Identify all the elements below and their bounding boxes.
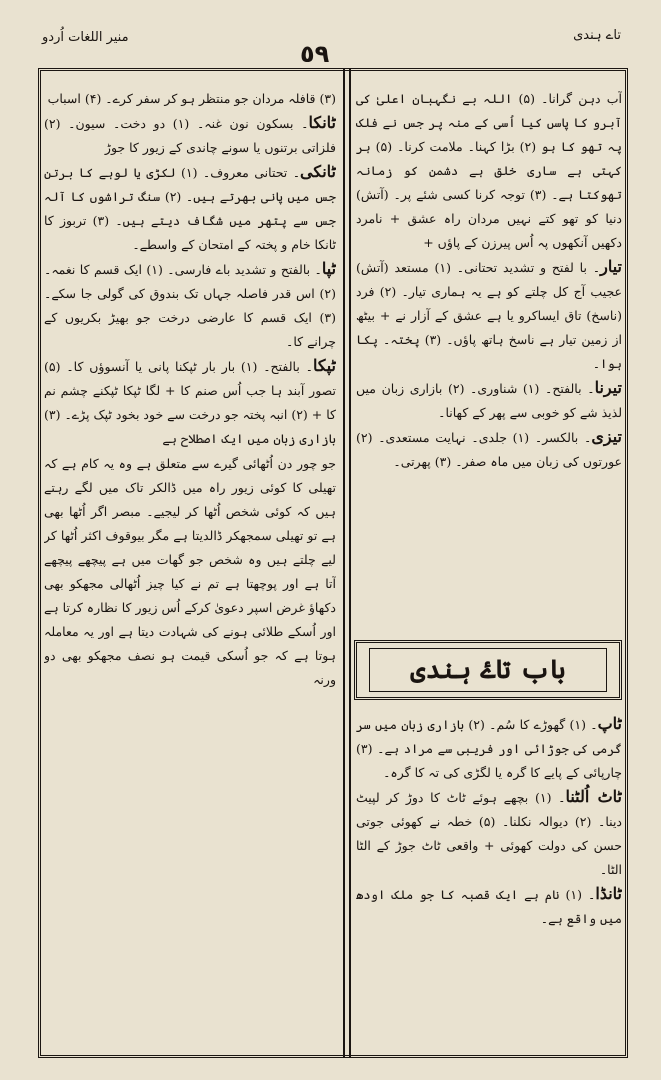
entry: ٹانکی۔ تحتانی معروف۔ (۱) لکڑی یا لوہے کا برتن جس میں پانی بھرتے ہیں۔ (۲) سنگ تراشوں کا آلہ جس سے پتھر میں شگاف دیتے ہیں۔ (۳) تربوز کا ٹانکا خام و پختہ کے امتحان کے واسطے۔ bbox=[44, 162, 336, 252]
entry-headword: ٹپکا bbox=[313, 356, 336, 375]
page-header bbox=[0, 6, 661, 68]
entry bbox=[44, 86, 336, 111]
entry-text: بالفتح و تشدید باے فارسی۔ (۱) ایک قسم کا نغمہ۔ (۲) اس قدر فاصلہ جہاں تک بندوق کی گولی جا سکے۔ (۳) ایک قسم کا عارضی درخت جو بھیڑ بکریوں کے چرانے کا۔ bbox=[44, 262, 336, 349]
entry-headword: تیار bbox=[600, 257, 622, 276]
entry: ٹانکا۔ بسکون نون غنہ۔ (۱) دو دخت۔ سیون۔ (۲) فلزاتی برتنوں یا سونے چاندی کے زیور کا جوڑ bbox=[44, 113, 336, 155]
entry: ٹاٹ اُلٹنا۔ (۱) بچھے ہوئے ٹاٹ کا دوڑ کر لپیٹ دینا۔ (۲) دیوالہ نکلنا۔ (۵) خطہ نے کھوئی جوتی حسن کی دولت کھوئی + واقعی ٹاٹ جوڑ کے الٹا الٹا۔ bbox=[356, 787, 622, 877]
entry-text: بسکون نون غنہ۔ (۱) دو دخت۔ سیون۔ (۲) فلزاتی برتنوں یا سونے چاندی کے زیور کا جوڑ bbox=[44, 116, 336, 155]
entry-text: بالکسر۔ (۱) جلدی۔ نہایت مستعدی۔ (۲) عورتوں کی زبان میں ماہ صفر۔ (۳) پھرتی۔ bbox=[356, 430, 622, 469]
entry bbox=[356, 86, 622, 255]
entry: ٹانڈا۔ (۱) نام ہے ایک قصبہ کا جو ملک اودھ میں واقع ہے۔ bbox=[356, 884, 622, 926]
book-title: منیر اللغات اُردو bbox=[42, 30, 129, 45]
entry-text: (۱) نام ہے ایک قصبہ کا جو ملک اودھ میں واقع ہے۔ bbox=[356, 887, 622, 926]
entry: تیرنا۔ بالفتح۔ (۱) شناوری۔ (۲) بازاری زبان میں لذیذ شے کو خوبی سے پھر کے کھانا۔ bbox=[356, 378, 622, 420]
entry: تیار۔ با لفتح و تشدید تحتانی۔ (۱) مستعد (آتش) عجیب آج کل چلتے کو ہے یہ ہماری تیار۔ (۲) فرد (ناسخ) تاق ایساکرو یا ہے عشق کے آزار نے + بیٹھ از زمین تیار ہے ناسخ ہاتھ پاؤں۔ (۳) پختہ۔ پکا ہوا۔ bbox=[356, 257, 622, 371]
page-number: ٥٩ bbox=[300, 40, 330, 68]
entry-text: جو چور دن اُٹھائی گیرے سے متعلق ہے وہ یہ کام ہے کہ تھیلی کا کوئی زیور راہ میں ڈالکر تاک میں لگے رہتے ہیں کہ کوئی شخص اُٹھا کر لیجیے۔ مبصر اگر اُٹھا بھی ہے تو تھیلی سمجھکر ڈالدیتا ہے مگر بیوقوف اکثر اُٹھا کر لیے چلتے ہیں وہ شخص جو گھات میں ہے پیچھے پیچھے آتا ہے اور پوچھتا ہے تم نے کیا چیز اُٹھالی مجھکو بھی دکھاؤ غرض اسپر دعویٰ کرکے اُس زیور کا نظارہ کرتا ہے اور اُسکے طلائی ہونے کی شہادت دیتا ہے اور یہ معاملہ ہوتا ہے کہ جو اُسکی قیمت ہو نصف مجھکو بھی دو ورنہ bbox=[44, 456, 336, 687]
section-banner bbox=[354, 640, 622, 700]
entry-text: (۳) قافلہ مردان جو منتظر ہو کر سفر کرے۔ (۴) اسباب bbox=[47, 91, 336, 106]
entry-text: تحتانی معروف۔ (۱) لکڑی یا لوہے کا برتن جس میں پانی بھرتے ہیں۔ (۲) سنگ تراشوں کا آلہ جس سے پتھر میں شگاف دیتے ہیں۔ (۳) تربوز کا ٹانکا خام و پختہ کے امتحان کے واسطے۔ bbox=[44, 165, 336, 252]
entry-text: آب دہن گرانا۔ (۵) اللہ بے نگہبان اعلیٰ کی آبرو کا پاسں کیا اُسی کے منہ پر جس نے فلک پہ تھو کا ہو (۲) بڑا کہنا۔ ملامت کرنا۔ (۵) ہر کہتی ہے ساری خلق ہے دشمن کو زمانہ تھوکتا ہے۔ (۳) توجہ کرنا کسی شئے پر۔ (آتش) دنیا کو تھو کتے نہیں مردان راہ عشق + نامرد دکھیں آنکھوں پہ اُس پیرزن کے پاؤں + bbox=[356, 91, 622, 250]
section-banner-title: باب تاۓ ہندی bbox=[369, 648, 607, 692]
section-title: تاے ہندی bbox=[573, 28, 621, 43]
entry-text: بالفتح۔ (۱) شناوری۔ (۲) بازاری زبان میں لذیذ شے کو خوبی سے پھر کے کھانا۔ bbox=[356, 381, 622, 420]
right-column-top bbox=[356, 86, 622, 631]
entry-text: بالفتح۔ (۱) بار بار ٹپکنا پانی یا آنسوؤں کا۔ (۵) تصور آبند ہا جب اُس صنم کا + لگا ٹپکا ٹپکنے چشم نم کا + (۲) انبہ پختہ جو درخت سے خود بخود ٹپک پڑے۔ (۳) بازاری زبان میں ایک اصطلاح ہے bbox=[44, 359, 336, 446]
entry-headword: ٹانکی bbox=[300, 162, 336, 181]
right-column-bottom bbox=[356, 712, 622, 1052]
left-column bbox=[44, 86, 336, 1046]
entry: ٹپا۔ بالفتح و تشدید باے فارسی۔ (۱) ایک قسم کا نغمہ۔ (۲) اس قدر فاصلہ جہاں تک بندوق کی گولی جا سکے۔ (۳) ایک قسم کا عارضی درخت جو بھیڑ بکریوں کے چرانے کا۔ bbox=[44, 259, 336, 349]
entry-headword: ٹانڈا bbox=[595, 884, 622, 903]
entry-headword: ٹپا bbox=[321, 259, 336, 278]
entry-headword: تیرنا bbox=[594, 378, 622, 397]
entry-headword: تیزی bbox=[591, 427, 622, 446]
entry-text: (۱) گھوڑے کا سُم۔ (۲) بازاری زبان میں سر گرمی کی جوڑائی اور فریبی سے مراد ہے۔ (۳) چارپائی کے پایے کا گرہ یا لگڑی کی تہ کا گرہ۔ bbox=[356, 717, 622, 780]
entry-text: (۱) بچھے ہوئے ٹاٹ کا دوڑ کر لپیٹ دینا۔ (۲) دیوالہ نکلنا۔ (۵) خطہ نے کھوئی جوتی حسن کی دولت کھوئی + واقعی ٹاٹ جوڑ کے الٹا الٹا۔ bbox=[356, 790, 622, 877]
entry-headword: ٹاپ bbox=[597, 714, 622, 733]
entry: ٹپکا۔ بالفتح۔ (۱) بار بار ٹپکنا پانی یا آنسوؤں کا۔ (۵) تصور آبند ہا جب اُس صنم کا + لگا ٹپکا ٹپکنے چشم نم کا + (۲) انبہ پختہ جو درخت سے خود بخود ٹپک پڑے۔ (۳) بازاری زبان میں ایک اصطلاح ہے bbox=[44, 356, 336, 446]
entry-headword: ٹاٹ اُلٹنا bbox=[565, 787, 622, 806]
entry bbox=[44, 451, 336, 692]
column-divider bbox=[343, 68, 351, 1058]
entry: ٹاپ۔ (۱) گھوڑے کا سُم۔ (۲) بازاری زبان میں سر گرمی کی جوڑائی اور فریبی سے مراد ہے۔ (۳) چارپائی کے پایے کا گرہ یا لگڑی کی تہ کا گرہ۔ bbox=[356, 714, 622, 780]
entry: تیزی۔ بالکسر۔ (۱) جلدی۔ نہایت مستعدی۔ (۲) عورتوں کی زبان میں ماہ صفر۔ (۳) پھرتی۔ bbox=[356, 427, 622, 469]
entry-headword: ٹانکا bbox=[308, 113, 336, 132]
entry-text: با لفتح و تشدید تحتانی۔ (۱) مستعد (آتش) عجیب آج کل چلتے کو ہے یہ ہماری تیار۔ (۲) فرد (ناسخ) تاق ایساکرو یا ہے عشق کے آزار نے + بیٹھ از زمین تیار ہے ناسخ ہاتھ پاؤں۔ (۳) پختہ۔ پکا ہوا۔ bbox=[356, 260, 622, 371]
